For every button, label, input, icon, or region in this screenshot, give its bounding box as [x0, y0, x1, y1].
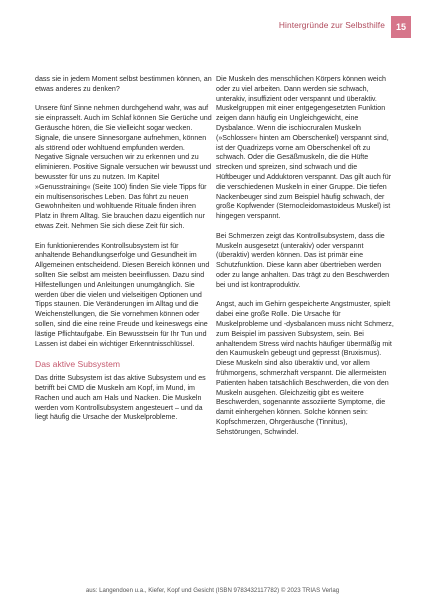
right-paragraph-1: Die Muskeln des menschlichen Körpers können weich oder zu viel arbeiten. Dann werden sie schwach, unterakiv, insuffizient oder verspannt und überaktiv. Muskelgruppen mit einer entgegengesetzten Funktion zeigen dann häufig ein Ungleichgewicht, eine Dysbalance. Wenn die ischiocruralen Muskeln (»Schlosser« hinten am Oberschenkel) verspannt sind, ist der Quadrizeps vorne am Oberschenkel oft zu schwach. Oder die Gesäßmuskeln, die die Hüfte strecken und spreizen, sind schwach und die Hüftbeuger und Adduktoren verspannt. Das gilt auch für die verschiedenen Muskeln in einer Gruppe. Die tiefen Nackenbeuger sind zum Beispiel häufig schwach, der große Kopfwender (Sternocleidomastoideus Muskel) ist hingegen verspannt. [216, 75, 392, 221]
right-column [216, 75, 394, 447]
page-number-tab: 15 [391, 16, 411, 38]
copyright-footer: aus: Langendoen u.a., Kiefer, Kopf und Gesicht (ISBN 9783432117782) © 2023 TRIAS Verlag [85, 587, 340, 594]
left-paragraph-1: dass sie in jedem Moment selbst bestimmen können, an etwas anderes zu denken? [35, 75, 212, 93]
left-paragraph-4: Das dritte Subsystem ist das aktive Subsystem und es betrifft bei CMD die Muskeln am Kopf, im Mund, im Rachen und auch am Hals und Nacken. Die Muskeln werden vom Kontrollsubsystem angesteuert – und da liegt häufig die Ursache der Muskelprobleme. [35, 374, 206, 422]
right-paragraph-3: Angst, auch im Gehirn gespeicherte Angstmuster, spielt dabei eine große Rolle. Die Ursache für Muskelprobleme und -dysbalancen muss nicht Schmerz, zum Beispiel im passiven Subsystem, sein. Bei anhaltendem Stress wird nachts häufiger übermäßig mit den Kaumuskeln gebeugt und gepresst (Bruxismus). Diese Muskeln sind also überaktiv und, vor allem frühmorgens, schmerzhaft verspannt. Die allermeisten Patienten haben tatsächlich Beschwerden, die von den Muskeln ausgehen. Gleichzeitig gibt es weitere Beschwerden, sogenannte assoziierte Symptome, die damit einhergehen können. Solche können sein: Kopfschmerzen, Ohrgeräusche (Tinnitus), Sehstörungen, Schwindel. [216, 300, 394, 436]
running-title: Hintergründe zur Selbsthilfe [278, 20, 385, 30]
left-column [35, 75, 213, 433]
section-subheading: Das aktive Subsystem [35, 359, 121, 370]
left-paragraph-2: Unsere fünf Sinne nehmen durchgehend wahr, was auf sie einprasselt. Auch im Schlaf können Sie Gerüche und Geräusche hören, die Sie vielleicht sogar wecken. Signale, die unsere Sinnesorgane aufnehmen, können als störend oder wohltuend empfunden werden. Negative Signale versuchen wir zu erkennen und zu eliminieren. Positive Signale versuchen wir bewusst und bewusster für uns zu nutzen. Im Kapitel »Genusstraining« (Seite 100) finden Sie viele Tipps für ein multisensorisches Leben. Das führt zu neuen Gewohnheiten und wohltuende Rituale finden ihren Platz in Ihrem Alltag. Sie brauchen dazu eigentlich nur etwas Zeit. Nehmen Sie sich diese Zeit für sich. [35, 104, 212, 230]
left-paragraph-3: Ein funktionierendes Kontrollsubsystem ist für anhaltende Behandlungserfolge und Gesundheit im Allgemeinen entscheidend. Diesen Bereich können und sollten Sie selbst am meisten beeinflussen. Dazu sind Hilfestellungen und Anleitungen unumgänglich. Sie werden über die vielen und vielseitigen Optionen und Tipps staunen. Die Veränderungen im Alltag und die Weichenstellungen, die Sie vornehmen können oder sollen, sind die eine reine Freude und keineswegs eine lästige Pflichtaufgabe. Ein Bewusstsein für Ihr Tun und Lassen ist dabei ein wichtiger Erkenntnisschlüssel. [35, 241, 210, 348]
page-header [0, 16, 425, 38]
right-paragraph-2: Bei Schmerzen zeigt das Kontrollsubsystem, dass die Muskeln ausgesetzt (unterakiv) oder verspannt (überaktiv) werden können. Das ist primär eine Schutzfunktion. Diese kann aber übertrieben werden oder zu lange anhalten. Das trägt zu den Beschwerden bei und ist kontraproduktiv. [216, 231, 390, 289]
